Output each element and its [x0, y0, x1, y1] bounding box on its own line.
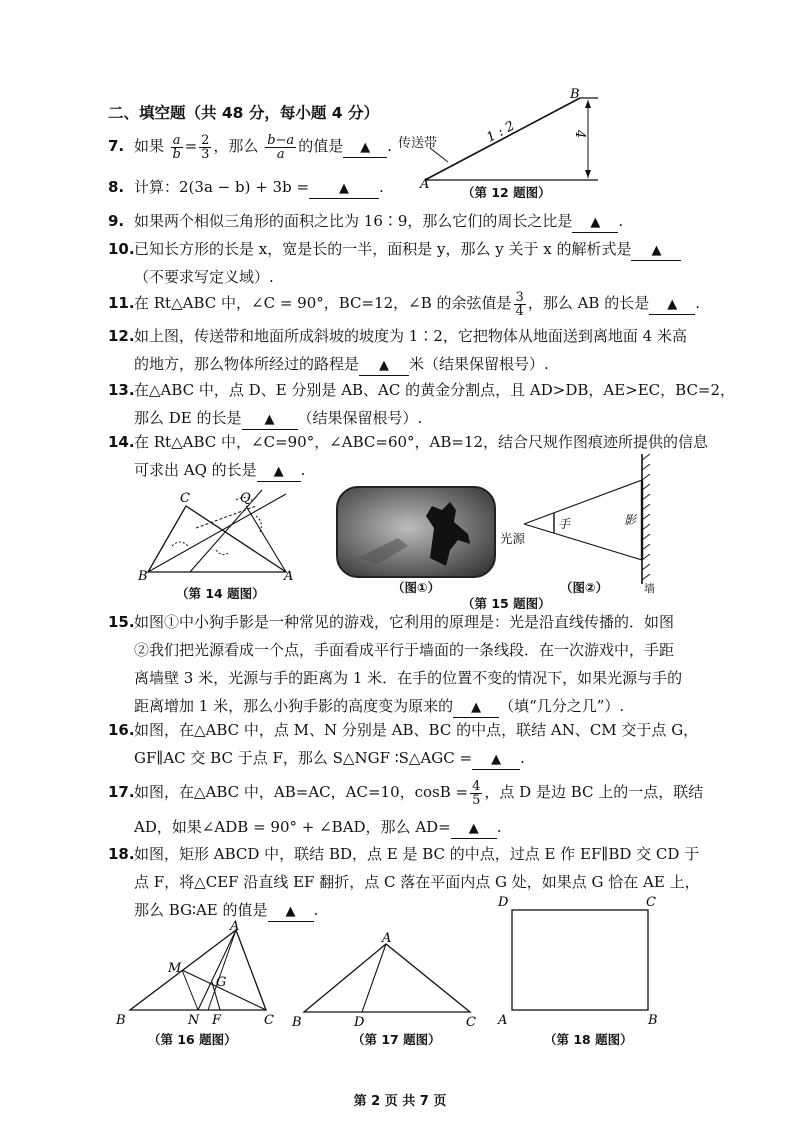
triangle-ABC	[130, 930, 266, 1010]
question-number: 10.	[108, 240, 135, 258]
figure-14-caption: （第 14 题图）	[176, 586, 265, 601]
q12-text-a: 如上图，传送带和地面所成斜坡的坡度为 1∶2，它把物体从地面送到离地面 4 米高	[134, 327, 687, 345]
point-A-label: A	[284, 569, 294, 582]
perpendicular-bisector-line	[190, 490, 262, 572]
segment-extra	[208, 930, 236, 1010]
question-number: 8.	[108, 178, 125, 196]
point-G-label: G	[216, 975, 227, 990]
question-16: 16.如图，在△ABC 中，点 M、N 分别是 AB、BC 的中点，联结 AN、CM 交于点 G， GF∥AC 交 BC 于点 F，那么 S△NGF ∶S△AGC = ▲ .	[108, 716, 698, 772]
point-F-label: F	[212, 1013, 222, 1028]
q11-text-a: 在 Rt△ABC 中，∠C = 90°，BC=12，∠B 的余弦值是	[134, 294, 512, 312]
q13-text-a: 在△ABC 中，点 D、E 分别是 AB、AC 的黄金分割点，且 AD>DB，AE>EC，BC=2，	[134, 381, 736, 399]
figure-16-diagram	[112, 918, 280, 1030]
segment-QA	[246, 506, 286, 572]
point-C-label: C	[646, 895, 656, 910]
figure-15-caption: （第 15 题图）	[462, 596, 551, 611]
answer-blank: ▲	[309, 178, 379, 199]
answer-blank: ▲	[631, 240, 681, 261]
arc-trace-4	[216, 550, 230, 555]
question-9: 9. 如果两个相似三角形的面积之比为 16∶9，那么它们的周长之比是 ▲ .	[108, 207, 623, 235]
triangle-ABC	[148, 506, 286, 572]
question-number: 17.	[108, 783, 135, 801]
arrow-up-icon	[585, 100, 591, 108]
point-B-label: B	[138, 569, 148, 582]
question-8: 8. 计算：2(3a − b) + 3b = ▲ .	[108, 173, 384, 201]
question-number: 9.	[108, 212, 125, 230]
light-source-label: 光源	[500, 531, 526, 546]
answer-blank: ▲	[649, 294, 695, 315]
answer-blank: ▲	[451, 818, 497, 839]
point-M-label: M	[168, 961, 182, 976]
dog-shadow-icon	[338, 488, 494, 576]
point-B-label: B	[648, 1013, 658, 1028]
q18-text-b: 点 F，将△CEF 沿直线 EF 翻折，点 C 落在平面内点 G 处，如果点 G 恰在 AE 上，	[134, 873, 700, 891]
q15-text-d: 距离增加 1 米，那么小狗手影的高度变为原来的	[134, 697, 454, 715]
answer-blank: ▲	[257, 461, 301, 482]
q14-text-b: 可求出 AQ 的长是	[134, 461, 257, 479]
point-C-label: C	[180, 491, 190, 506]
q15-text-b: ②我们把光源看成一个点，手面看成平行于墙面的一条线段．在一次游戏中，手距	[134, 641, 675, 659]
fraction-a-over-b: $\frac{a}{b}$	[172, 132, 181, 162]
question-number: 7.	[108, 137, 125, 155]
figure-18-diagram	[496, 892, 668, 1028]
arrow-down-icon	[585, 170, 591, 178]
point-D-label: D	[498, 895, 509, 910]
page-footer: 第 2 页 共 7 页	[353, 1094, 447, 1109]
answer-blank: ▲	[472, 749, 520, 770]
q8-text: 计算：2(3a − b) + 3b =	[134, 178, 310, 196]
q9-text: 如果两个相似三角形的面积之比为 16∶9，那么它们的周长之比是	[134, 212, 573, 230]
answer-blank: ▲	[242, 409, 298, 430]
q12-text-b: 的地方，那么物体所经过的路程是	[134, 355, 360, 373]
fraction-4-over-5: $\frac{4}{5}$	[472, 778, 481, 808]
equals-sign: =	[184, 137, 198, 155]
q17-text-c: AD，如果∠ADB = 90° + ∠BAD，那么 AD=	[134, 817, 451, 836]
figure-15-sub2-caption: （图②）	[560, 580, 609, 595]
question-number: 11.	[108, 294, 135, 312]
q7-text-c: 的值是	[298, 137, 344, 155]
fraction-3-over-4: $\frac{3}{4}$	[515, 289, 524, 319]
q14-text-a: 在 Rt△ABC 中，∠C=90°，∠ABC=60°，AB=12，结合尺规作图痕迹所提供的信息	[134, 433, 709, 451]
point-A-label: A	[382, 931, 392, 946]
question-number: 16.	[108, 721, 135, 739]
q15-text-e: （填“几分之几”）.	[499, 697, 625, 715]
question-7: 7. 如果 $\frac{a}{b}$ = $\frac{2}{3}$ ，那么 $\frac{b-a}{a}$ 的值是 ▲ .	[108, 132, 392, 162]
figure-16-caption: （第 16 题图）	[148, 1032, 237, 1047]
q16-text-b: GF∥AC 交 BC 于点 F，那么 S△NGF ∶S△AGC =	[134, 749, 473, 767]
figure-18-caption: （第 18 题图）	[544, 1032, 633, 1047]
q18-text-a: 如图，矩形 ABCD 中，联结 BD，点 E 是 BC 的中点，过点 E 作 EF∥BD 交 CD 于	[134, 845, 700, 863]
point-B-label: B	[570, 87, 580, 102]
section-title: 二、填空题（共 48 分，每小题 4 分）	[108, 104, 379, 122]
rectangle-ABCD	[512, 910, 648, 1010]
answer-blank: ▲	[359, 355, 409, 376]
q13-text-c: （结果保留根号）.	[297, 409, 423, 427]
point-N-label: N	[188, 1013, 200, 1028]
point-A-label: A	[420, 177, 430, 192]
q17-text-a: 如图，在△ABC 中，AB=AC，AC=10，cosB =	[134, 783, 469, 801]
light-ray-bottom	[524, 524, 642, 560]
figure-15-sub1-caption: （图①）	[392, 580, 441, 595]
point-C-label: C	[466, 1015, 476, 1030]
hand-shadow-photo	[336, 486, 496, 578]
q18-text-c: 那么 BG∶AE 的值是	[134, 901, 268, 919]
question-number: 13.	[108, 381, 135, 399]
q11-text-b: ，那么 AB 的长是	[527, 294, 650, 312]
figure-12-caption: （第 12 题图）	[462, 185, 551, 200]
answer-blank: ▲	[453, 697, 499, 718]
q17-text-b: ，点 D 是边 BC 上的一点，联结	[484, 783, 704, 801]
point-B-label: B	[292, 1015, 302, 1030]
question-11: 11.在 Rt△ABC 中，∠C = 90°，BC=12，∠B 的余弦值是 $\frac{3}{4}$ ，那么 AB 的长是 ▲ .	[108, 289, 701, 319]
question-number: 18.	[108, 845, 135, 863]
figure-15-diagram	[500, 452, 660, 592]
answer-blank: ▲	[572, 212, 618, 233]
question-14: 14.在 Rt△ABC 中，∠C=90°，∠ABC=60°，AB=12，结合尺规作图痕迹所提供的信息 可求出 AQ 的长是 ▲ .	[108, 428, 708, 484]
question-number: 14.	[108, 433, 135, 451]
triangle-ABC	[304, 944, 470, 1012]
point-A-label: A	[230, 919, 240, 934]
arc-trace-1	[172, 542, 188, 546]
wall-label: 墙	[644, 582, 655, 595]
point-A-label: A	[498, 1013, 508, 1028]
wall-hatching	[642, 454, 650, 580]
fraction-expression: $\frac{b-a}{a}$	[267, 132, 295, 162]
q15-text-c: 离墙壁 3 米，光源与手的距离为 1 米．在手的位置不变的情况下，如果光源与手的	[134, 669, 683, 687]
angle-bisector-line	[148, 494, 286, 572]
q10-text-b: （不要求写定义域）.	[134, 268, 274, 286]
shadow-label: 影	[624, 513, 637, 527]
q7-text-a: 如果	[134, 137, 165, 155]
point-C-label: C	[264, 1013, 274, 1028]
answer-blank: ▲	[343, 137, 387, 158]
question-17: 17.如图，在△ABC 中，AB=AC，AC=10，cosB = $\frac{4}{5}$ ，点 D 是边 BC 上的一点，联结 AD，如果∠ADB = 90° + ∠BAD，那么 AD= ▲ .	[108, 778, 703, 841]
construction-trace	[196, 506, 256, 528]
question-13	[108, 376, 735, 432]
q15-text-a: 如图①中小狗手影是一种常见的游戏，它利用的原理是：光是沿直线传播的．如图	[134, 613, 675, 631]
q12-text-c: 米（结果保留根号）.	[409, 355, 549, 373]
q7-text-b: ，那么	[213, 137, 259, 155]
point-Q-label: Q	[240, 491, 251, 506]
question-12	[108, 322, 687, 378]
point-B-label: B	[116, 1013, 126, 1028]
belt-label: 传送带	[398, 136, 438, 151]
question-15	[108, 608, 682, 720]
answer-blank: ▲	[268, 901, 314, 922]
question-number: 15.	[108, 613, 135, 631]
question-number: 12.	[108, 327, 135, 345]
q10-text-a: 已知长方形的长是 x，宽是长的一半，面积是 y，那么 y 关于 x 的解析式是	[134, 240, 632, 258]
figure-14-diagram	[136, 486, 300, 582]
question-10	[108, 235, 681, 291]
q13-text-b: 那么 DE 的长是	[134, 409, 242, 427]
hand-label: 手	[558, 517, 571, 531]
question-18: 18.如图，矩形 ABCD 中，联结 BD，点 E 是 BC 的中点，过点 E 作 EF∥BD 交 CD 于 点 F，将△CEF 沿直线 EF 翻折，点 C 落在平面内点 G 处，如果点 G 恰在 AE 上， 那么 BG∶AE 的值是 ▲ .	[108, 840, 700, 924]
q16-text-a: 如图，在△ABC 中，点 M、N 分别是 AB、BC 的中点，联结 AN、CM 交于点 G，	[134, 721, 699, 739]
figure-17-diagram	[290, 930, 486, 1030]
fraction-2-over-3: $\frac{2}{3}$	[201, 132, 210, 162]
slope-label: 1 : 2	[484, 118, 518, 146]
height-label: 4	[572, 130, 587, 139]
point-D-label: D	[354, 1015, 365, 1030]
figure-17-caption: （第 17 题图）	[352, 1032, 441, 1047]
